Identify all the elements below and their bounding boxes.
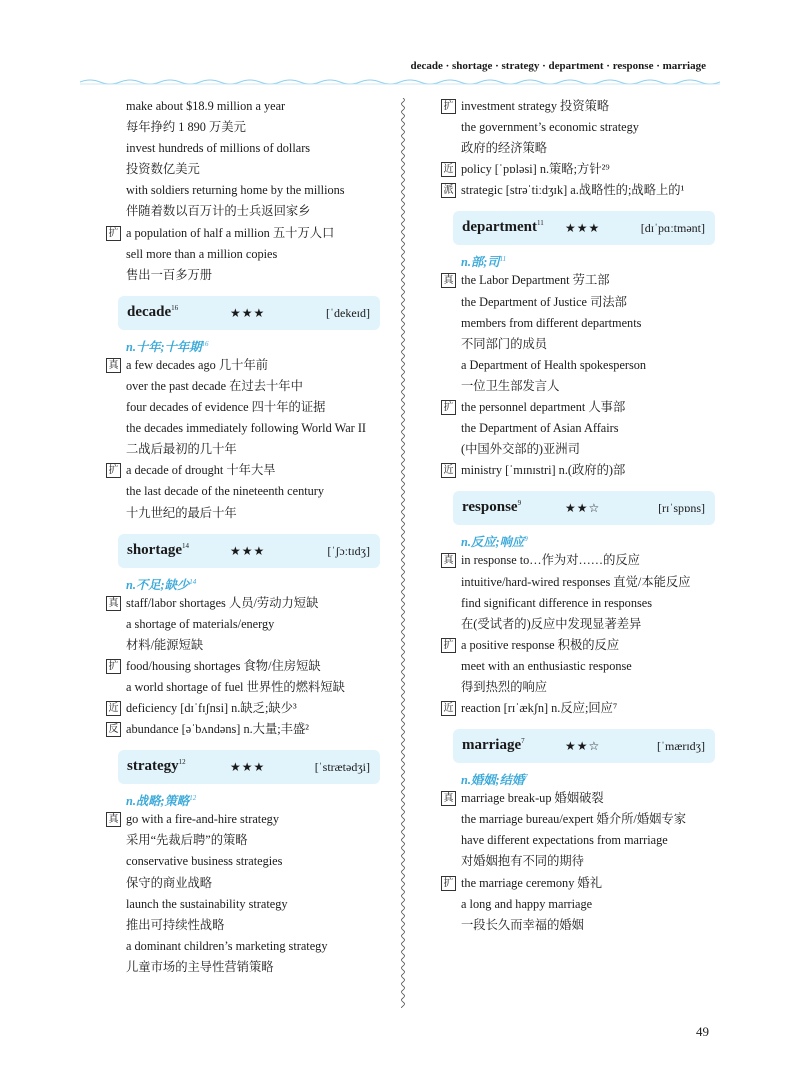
header-wave-rule [80,78,720,86]
entry-line [106,635,392,656]
line-text: sell more than a million copies [126,246,278,261]
phonetic: [dɪˈpɑːtmənt] [640,221,705,236]
sense-line [106,572,392,593]
headword-text: shortage [127,541,182,558]
tag-box: 真 [106,812,121,827]
line-text: 二战后最初的几十年 [126,442,237,457]
line-text: the Labor Department 劳工部 [461,273,610,288]
headword-text: strategy [127,758,179,775]
line-text: deficiency [dɪˈfɪʃnsi] n.缺乏;缺少³ [126,701,297,716]
line-text: a positive response 积极的反应 [461,637,620,652]
entry-line [106,481,392,502]
line-text: the government’s economic strategy [461,120,639,135]
entry-line [441,96,733,117]
sense-line [106,788,392,809]
entry-line [441,873,733,894]
headword [462,737,525,754]
line-text: 一段长久而幸福的婚姻 [461,917,584,932]
entry-line [441,439,733,460]
entry-line [106,397,392,418]
entry-line [106,201,392,222]
line-text: members from different departments [461,315,642,330]
entry-line [106,96,392,117]
line-text: have different expectations from marriage [461,833,668,848]
line-text: policy [ˈpɒləsi] n.策略;方针²⁹ [461,162,610,177]
entry-line [106,936,392,957]
entry-line [106,698,392,719]
star-rating: ★★★ [565,221,601,236]
tag-box: 近 [441,463,456,478]
tag-box: 真 [106,596,121,611]
entry-line [106,376,392,397]
line-text: investment strategy 投资策略 [461,99,610,113]
line-text: reaction [rɪˈækʃn] n.反应;回应⁷ [461,701,618,716]
headword-text: marriage [462,737,522,754]
headword-text: decade [127,303,172,320]
line-text: 采用“先裁后聘”的策略 [126,833,248,848]
entry-line [106,159,392,180]
entry-line [441,397,733,418]
headword-text: department [462,219,537,236]
line-text: food/housing shortages 食物/住房短缺 [126,658,321,673]
tag-box: 扩 [106,463,121,478]
phonetic: [ˈmærɪdʒ] [657,739,705,754]
tag-box: 扩 [441,99,456,114]
line-text: the decades immediately following World War II [126,421,367,436]
entry-line [441,894,733,915]
sense-text: n.战略;策略 [126,794,190,809]
headword-box [118,296,380,330]
entry-line [441,915,733,936]
tag-box: 真 [441,791,456,806]
sense-text: n.反应;响应 [461,535,525,550]
tag-box: 近 [441,162,456,177]
sense-line [106,334,392,355]
line-text: the Department of Asian Affairs [461,421,619,436]
star-rating: ★★☆ [565,501,601,516]
line-text: make about $18.9 million a year [126,99,286,113]
entry-line [441,138,733,159]
tag-box: 近 [106,701,121,716]
tag-box: 真 [441,273,456,288]
line-text: a population of half a million 五十万人口 [126,225,335,240]
line-text: go with a fire-and-hire strategy [126,812,279,827]
line-text: with soldiers returning home by the millions [126,183,345,198]
left-column [106,96,392,978]
sense-frequency: 9 [524,535,528,544]
entry-line [106,851,392,872]
entry-line [106,117,392,138]
star-rating: ★★☆ [565,739,601,754]
entry-line [441,355,733,376]
line-text: the marriage ceremony 婚礼 [461,875,603,890]
entry-line [106,915,392,936]
line-text: invest hundreds of millions of dollars [126,141,311,156]
line-text: staff/labor shortages 人员/劳动力短缺 [126,595,319,610]
line-text: a dominant children’s marketing strategy [126,938,328,953]
line-text: a long and happy marriage [461,896,593,911]
entry-line [106,503,392,524]
right-column [441,96,733,936]
line-text: 十九世纪的最后十年 [126,505,237,520]
entry-line [106,614,392,635]
phonetic: [ˈdekeɪd] [326,305,370,320]
entry-line [106,894,392,915]
phonetic: [rɪˈspɒns] [658,501,705,516]
entry-line [106,138,392,159]
line-text: marriage break-up 婚姻破裂 [461,791,604,806]
line-text: strategic [strəˈtiːdʒɪk] a.战略性的;战略上的¹ [461,183,685,198]
line-text: over the past decade 在过去十年中 [126,378,303,393]
sense-line [441,529,733,550]
star-rating: ★★★ [230,305,266,320]
phonetic: [ˈʃɔːtɪdʒ] [327,543,370,558]
line-text: 对婚姻抱有不同的期待 [461,854,584,869]
sense-text: n.婚姻;结婚 [461,773,525,788]
tag-box: 真 [441,553,456,568]
headword-box [453,491,715,525]
entry-line [106,809,392,830]
sense-text: n.不足;缺少 [126,577,190,592]
entry-line [441,270,733,291]
line-text: 每年挣约 1 890 万美元 [126,120,246,135]
line-text: 伴随着数以百万计的士兵返回家乡 [126,204,311,219]
column-divider [398,98,408,1008]
entry-line [441,830,733,851]
line-text: launch the sustainability strategy [126,896,288,911]
line-text: 在(受试者的)反应中发现显著差异 [461,616,642,631]
line-text: intuitive/hard-wired responses 直觉/本能反应 [461,574,691,589]
line-text: ministry [ˈmɪnɪstri] n.(政府的)部 [461,463,626,478]
line-text: find significant difference in responses [461,595,652,610]
entry-line [441,117,733,138]
entry-line [106,439,392,460]
line-text: 推出可持续性战略 [126,917,225,932]
line-text: abundance [əˈbʌndəns] n.大量;丰盛² [126,722,309,737]
running-header: decade · shortage · strategy · department · response · marriage [410,60,706,72]
line-text: 材料/能源短缺 [126,637,204,652]
entry-line [106,223,392,244]
entry-line [106,180,392,201]
entry-line [106,355,392,376]
line-text: 儿童市场的主导性营销策略 [126,959,274,974]
page-number: 49 [696,1024,709,1039]
entry-line [441,593,733,614]
headword-frequency: 12 [178,758,186,767]
sense-line [441,249,733,270]
line-text: a few decades ago 几十年前 [126,357,269,372]
entry-line [441,159,733,180]
tag-box: 近 [441,701,456,716]
line-text: 售出一百多万册 [126,267,213,282]
line-text: a decade of drought 十年大旱 [126,463,276,478]
sense-frequency: 7 [524,773,528,782]
entry-line [106,656,392,677]
sense-text: n.部;司 [461,255,500,270]
entry-line [441,334,733,355]
entry-line [441,418,733,439]
headword-box [118,534,380,568]
tag-box: 扩 [106,659,121,674]
line-text: conservative business strategies [126,854,283,869]
line-text: the marriage bureau/expert 婚介所/婚姻专家 [461,812,687,827]
line-text: 政府的经济策略 [461,141,548,156]
line-text: a world shortage of fuel 世界性的燃料短缺 [126,679,345,694]
line-text: 一位卫生部发言人 [461,378,560,393]
headword-box [118,750,380,784]
tag-box: 扩 [106,226,121,241]
headword-text: response [462,499,518,516]
sense-text: n.十年;十年期 [126,339,202,354]
entry-line [106,957,392,978]
headword-box [453,729,715,763]
line-text: the last decade of the nineteenth century [126,484,325,499]
tag-box: 真 [106,358,121,373]
tag-box: 派 [441,183,456,198]
sense-frequency: 11 [499,255,507,264]
tag-box: 反 [106,722,121,737]
line-text: four decades of evidence 四十年的证据 [126,400,326,415]
line-text: 不同部门的成员 [461,336,548,351]
entry-line [106,677,392,698]
entry-line [441,550,733,571]
entry-line [106,418,392,439]
headword-frequency: 16 [171,303,179,312]
headword-frequency: 9 [517,499,522,508]
headword [462,499,521,516]
entry-line [106,719,392,740]
entry-line [441,292,733,313]
entry-line [106,244,392,265]
tag-box: 扩 [441,876,456,891]
entry-line [106,265,392,286]
entry-line [441,376,733,397]
headword-frequency: 14 [182,541,189,550]
line-text: 得到热烈的响应 [461,679,548,694]
sense-frequency: 16 [201,339,209,348]
entry-line [441,788,733,809]
star-rating: ★★★ [230,760,266,775]
headword-frequency: 7 [521,737,525,746]
entry-line [106,830,392,851]
line-text: a Department of Health spokesperson [461,357,647,372]
headword-frequency: 11 [537,219,544,228]
entry-line [441,460,733,481]
line-text: in response to…作为对……的反应 [461,553,640,568]
entry-line [106,593,392,614]
entry-line [441,180,733,201]
star-rating: ★★★ [230,543,266,558]
sense-line [441,767,733,788]
entry-line [441,698,733,719]
line-text: a shortage of materials/energy [126,616,275,631]
line-text: 保守的商业战略 [126,875,213,890]
headword [127,758,186,775]
phonetic: [ˈstrætədʒi] [314,760,370,775]
entry-line [441,677,733,698]
sense-frequency: 14 [189,577,197,586]
entry-line [441,572,733,593]
sense-frequency: 12 [189,794,197,803]
line-text: 投资数亿美元 [126,162,200,177]
line-text: (中国外交部的)亚洲司 [461,442,580,457]
entry-line [441,635,733,656]
entry-line [106,460,392,481]
entry-line [441,809,733,830]
tag-box: 扩 [441,638,456,653]
entry-line [441,851,733,872]
headword [462,219,544,236]
tag-box: 扩 [441,400,456,415]
entry-line [441,313,733,334]
headword-box [453,211,715,245]
entry-line [441,614,733,635]
headword [127,304,178,321]
line-text: the Department of Justice 司法部 [461,294,627,309]
line-text: meet with an enthusiastic response [461,658,632,673]
entry-line [441,656,733,677]
headword [127,542,189,559]
entry-line [106,873,392,894]
line-text: the personnel department 人事部 [461,400,626,415]
